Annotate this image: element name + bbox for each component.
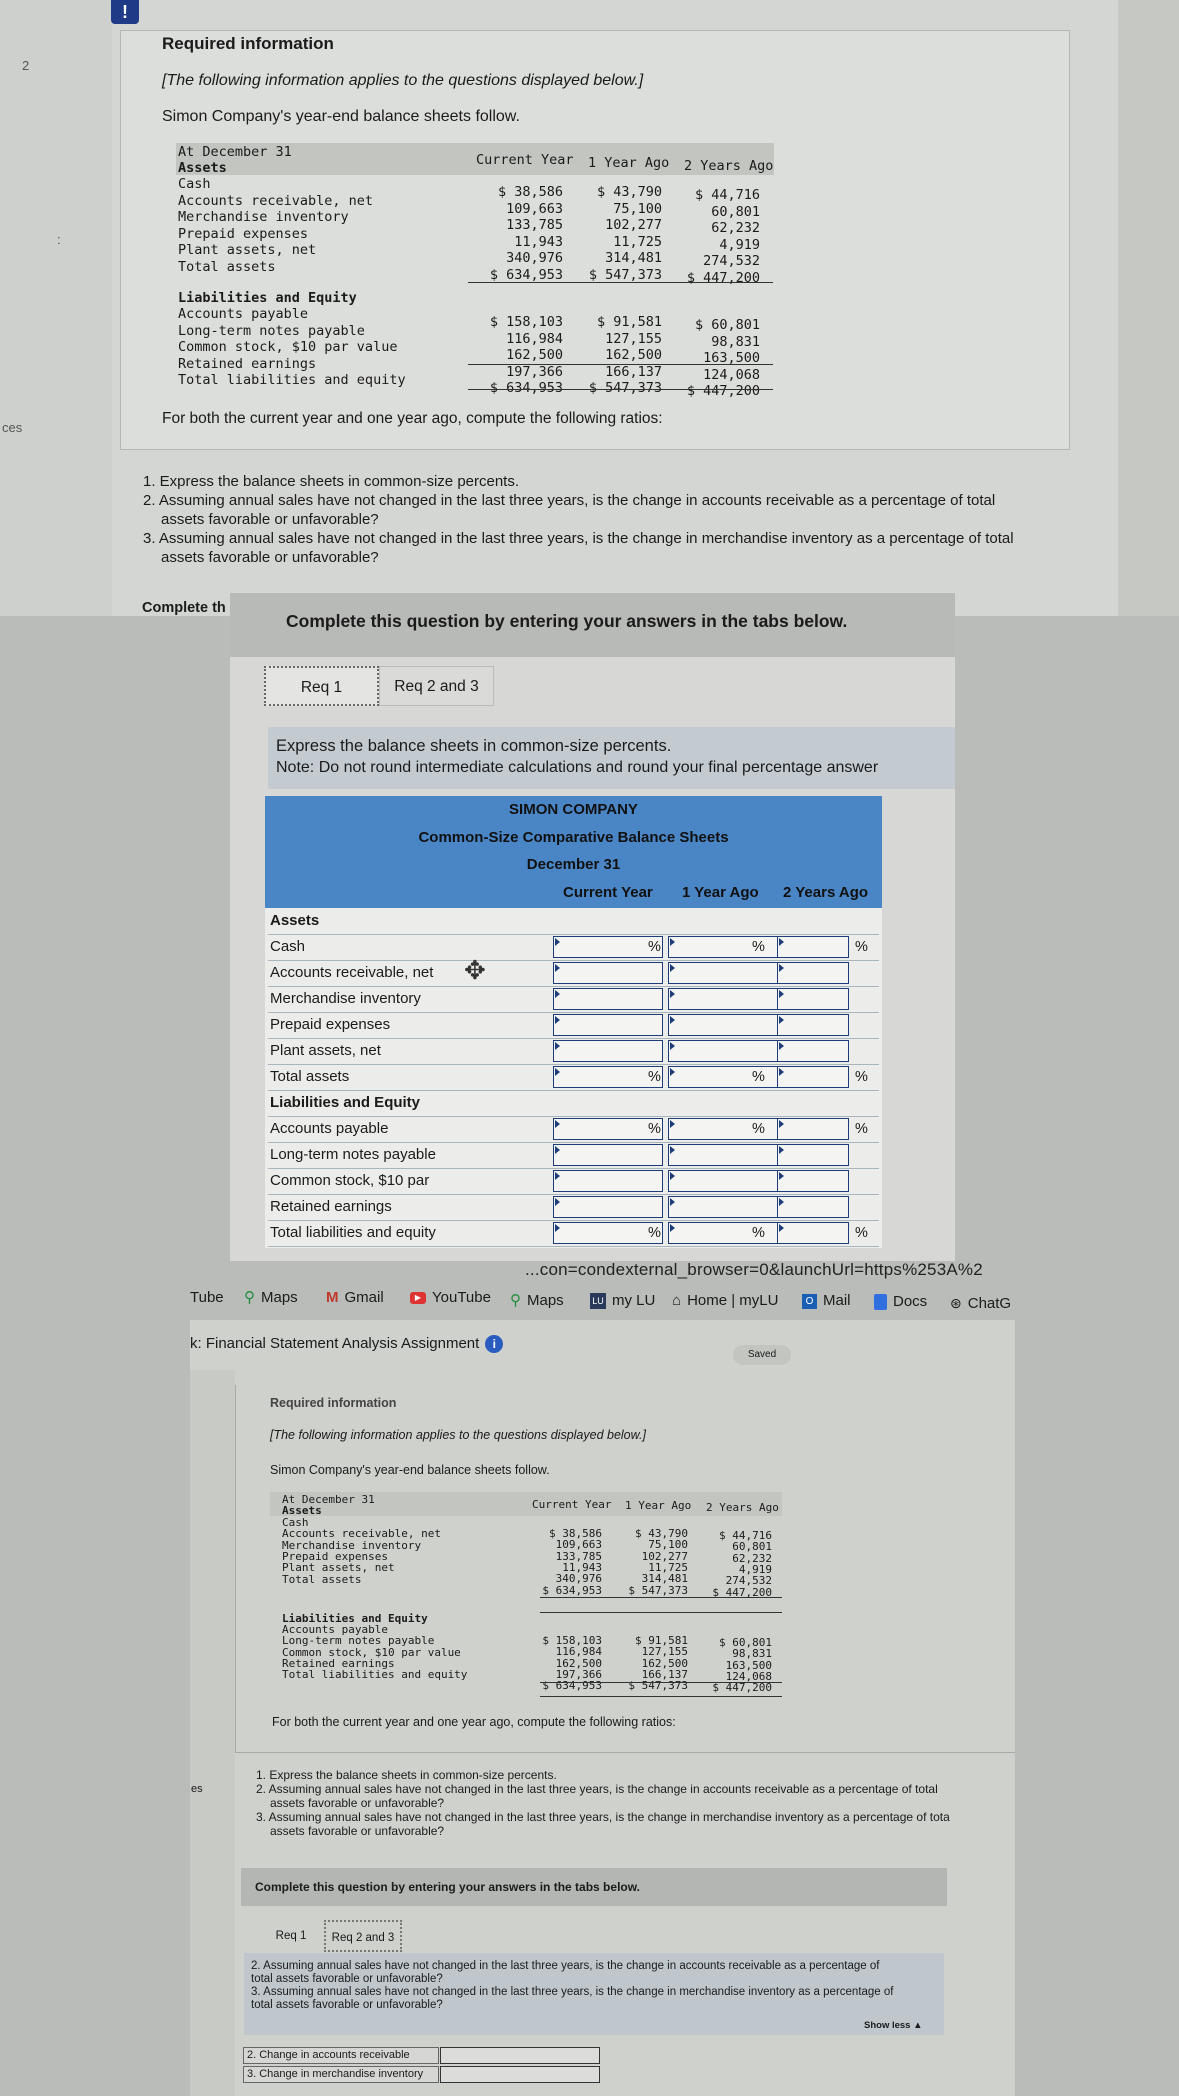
bs-value: 197,366 (506, 363, 563, 380)
bs-value: 133,785 (555, 1549, 602, 1563)
q2-line: 2. Assuming annual sales have not changed in the last three years, is the change in accounts receivable as a percentage of (251, 1960, 880, 1972)
bs2-rule (540, 1597, 782, 1598)
bs-date-label: At December 31 (178, 144, 292, 160)
complete-label-cut: Complete th (142, 600, 226, 616)
bs-value: $ 60,801 (719, 1636, 772, 1649)
percent-input[interactable] (777, 1196, 849, 1218)
percent-input[interactable] (553, 1196, 663, 1218)
bs-value: $ 158,103 (542, 1634, 602, 1647)
bs-value: 274,532 (703, 253, 760, 269)
bs-assets-heading: Assets (178, 160, 227, 176)
ratios-prompt: For both the current year and one year ago, compute the following ratios: (162, 410, 663, 427)
task-1: 1. Express the balance sheets in common-size percents. (143, 473, 520, 490)
bookmarks-bar (190, 1284, 1179, 1320)
grid-col-2y: 2 Years Ago (783, 884, 869, 901)
right-margin (1118, 0, 1179, 616)
bs-row-label: Cash (178, 176, 211, 192)
percent-symbol: % (648, 1121, 661, 1137)
grid-section-heading: Liabilities and Equity (270, 1094, 421, 1111)
gutter-mark: : (57, 232, 61, 247)
grid-row-label: Accounts payable (270, 1120, 389, 1137)
bs-value: 314,481 (605, 250, 662, 266)
task-list (143, 473, 1014, 568)
bs-row-label: Total liabilities and equity (178, 372, 406, 388)
percent-input[interactable] (553, 1014, 663, 1036)
percent-symbol: % (752, 1225, 765, 1241)
percent-symbol: % (855, 1121, 868, 1137)
bs-value: 109,663 (555, 1538, 602, 1552)
bs-value: 11,943 (514, 233, 563, 250)
bookmark-gmail[interactable]: M Gmail (326, 1284, 384, 1312)
bs-rule (468, 364, 773, 365)
task2-2-cont: assets favorable or unfavorable? (270, 1796, 445, 1810)
grid-col-1y: 1 Year Ago (682, 884, 759, 901)
percent-input[interactable] (777, 1144, 849, 1166)
tabs-header-2: Complete this question by entering your answers in the tabs below. (241, 1868, 947, 1906)
grid-row-label: Cash (270, 938, 306, 955)
bs-row-label: Accounts receivable, net (282, 1527, 441, 1541)
bs-value: 127,155 (605, 330, 662, 347)
percent-symbol: % (648, 939, 661, 955)
grid-title: Common-Size Comparative Balance Sheets (265, 824, 882, 852)
bs-value: 162,500 (506, 347, 563, 363)
answer-select-inventory[interactable] (440, 2066, 600, 2083)
bs-value: 11,725 (613, 233, 662, 250)
bs-row-label: Cash (282, 1516, 309, 1529)
bs-row-label: Retained earnings (282, 1656, 395, 1670)
task-3: 3. Assuming annual sales have not changed in the last three years, is the change in merchandise inventory as a percentage of total (143, 530, 1014, 547)
bs-row-label: Common stock, $10 par value (282, 1645, 461, 1659)
bs2-col-current: Current Year (532, 1498, 612, 1511)
grid-row-label: Retained earnings (270, 1198, 392, 1215)
bs-value: 162,500 (641, 1656, 688, 1670)
percent-symbol: % (855, 1069, 868, 1085)
grid-row-line (268, 1012, 879, 1013)
bs-value: 166,137 (641, 1667, 688, 1681)
bs-value: 4,919 (738, 1562, 772, 1576)
bs-value: 116,984 (555, 1645, 602, 1659)
bs-row-label: Plant assets, net (178, 242, 317, 258)
grid-row-line (268, 1090, 879, 1091)
percent-symbol: % (855, 1225, 868, 1241)
grid-row-label: Prepaid expenses (270, 1016, 391, 1033)
tab-req-1[interactable]: Req 1 (264, 666, 379, 706)
task-2-cont: assets favorable or unfavorable? (161, 511, 379, 528)
bs-value: 124,068 (703, 366, 760, 383)
bookmark-maps[interactable]: ⚲ Maps (244, 1284, 298, 1312)
bs-value: $ 547,373 (628, 1679, 688, 1693)
bs-row-label: Long-term notes payable (282, 1634, 435, 1648)
bs-value: $ 44,716 (694, 187, 760, 203)
task-3-cont: assets favorable or unfavorable? (161, 549, 379, 566)
percent-input[interactable] (777, 936, 849, 958)
grid-row-line (268, 1142, 879, 1143)
bs-value: 109,663 (506, 200, 563, 217)
bs2-rule (540, 1682, 782, 1683)
grid-company: SIMON COMPANY (265, 796, 882, 824)
task2-3: 3. Assuming annual sales have not changed in the last three years, is the change in merchandise inventory as a percentage of tota (256, 1810, 950, 1824)
grid-row-line (268, 1246, 879, 1247)
task2-1: 1. Express the balance sheets in common-size percents. (256, 1768, 557, 1782)
bs-value: 60,801 (711, 203, 760, 220)
percent-symbol: % (855, 939, 868, 955)
gmail-icon: M (326, 1289, 339, 1306)
percent-input[interactable] (553, 1118, 663, 1140)
bs-value: 340,976 (506, 250, 563, 266)
grid-row-label: Common stock, $10 par (270, 1172, 430, 1189)
map-pin-icon: ⚲ (244, 1289, 255, 1306)
grid-row-line (268, 934, 879, 935)
percent-symbol: % (752, 1121, 765, 1137)
bs-value: 11,725 (648, 1560, 688, 1574)
bs-row-label: Accounts payable (282, 1623, 388, 1636)
grid-row-label: Long-term notes payable (270, 1146, 436, 1163)
bookmark-chatgpt[interactable]: ⊛ ChatG (950, 1289, 1011, 1318)
bs-value: $ 91,581 (596, 314, 662, 330)
bs-value: 98,831 (732, 1647, 772, 1661)
bs-value: $ 447,200 (686, 383, 760, 399)
bs-row-label: Prepaid expenses (178, 225, 309, 242)
map-pin-icon: ⚲ (510, 1292, 521, 1309)
bs-value: 102,277 (605, 217, 662, 233)
ratios-prompt-2: For both the current year and one year ago, compute the following ratios: (272, 1715, 676, 1729)
bs-value: 340,976 (555, 1572, 602, 1586)
bs2-date-label: At December 31 (282, 1493, 375, 1506)
percent-input[interactable] (668, 962, 778, 984)
grid-row-label: Merchandise inventory (270, 990, 421, 1007)
bs-value: $ 38,586 (549, 1527, 602, 1540)
q3-line: total assets favorable or unfavorable? (251, 1999, 443, 2011)
info-note-2: [The following information applies to the questions displayed below.] (270, 1428, 646, 1442)
gutter-label: ces (2, 420, 23, 435)
bookmark-youtube-partial[interactable]: Tube (190, 1289, 224, 1306)
url-fragment[interactable]: ...con=condexternal_browser=0&launchUrl=https%253A%2 (525, 1260, 983, 1279)
mail-icon: O (802, 1294, 817, 1309)
bs-liab-heading: Liabilities and Equity (282, 1611, 428, 1625)
bs2-col-1y: 1 Year Ago (625, 1499, 692, 1512)
percent-input[interactable] (553, 988, 663, 1010)
grid-row-line (268, 1168, 879, 1169)
bookmark-mail[interactable]: O Mail (802, 1287, 851, 1315)
bs2-rule (540, 1612, 782, 1613)
bs-value: 124,068 (725, 1669, 772, 1683)
move-cursor-icon: ✥ (464, 955, 486, 985)
bs2-rule (540, 1696, 782, 1697)
bs-value: 133,785 (506, 217, 563, 233)
bs-row-label: Total assets (282, 1572, 362, 1586)
show-less-button[interactable]: Show less ▲ (864, 2020, 923, 2031)
bs-col-2y: 2 Years Ago (684, 158, 774, 174)
bs-row-label: Merchandise inventory (282, 1538, 422, 1552)
chatgpt-icon: ⊛ (950, 1295, 962, 1311)
bs-value: 162,500 (605, 347, 662, 363)
percent-input[interactable] (668, 1196, 778, 1218)
bookmark-home-mylu[interactable]: ⌂ Home | myLU (672, 1287, 778, 1315)
percent-symbol: % (752, 939, 765, 955)
percent-input[interactable] (553, 936, 663, 958)
bs-value: $ 91,581 (635, 1634, 688, 1647)
bs-value: $ 38,586 (497, 184, 563, 200)
q3-line: 3. Assuming annual sales have not changed in the last three years, is the change in merchandise inventory as a percentage of (251, 1986, 894, 1998)
bookmark-youtube[interactable]: ▶ YouTube (410, 1284, 491, 1312)
percent-input[interactable] (553, 1170, 663, 1192)
bs-value: 162,500 (555, 1656, 602, 1670)
bs-row-label: Common stock, $10 par value (178, 339, 398, 355)
bookmark-maps-2[interactable]: ⚲ Maps (510, 1287, 564, 1315)
percent-input[interactable] (777, 1066, 849, 1088)
youtube-icon: ▶ (410, 1292, 426, 1304)
bs-liab-heading: Liabilities and Equity (178, 289, 357, 306)
bs-value: $ 447,200 (712, 1585, 772, 1599)
bs-row-label: Total liabilities and equity (282, 1668, 468, 1682)
percent-input[interactable] (553, 962, 663, 984)
bs-value: 314,481 (641, 1572, 688, 1586)
bs-value: 75,100 (648, 1538, 688, 1552)
bs-col-current: Current Year (476, 152, 574, 168)
percent-symbol: % (752, 1069, 765, 1085)
intro-text-2: Simon Company's year-end balance sheets follow. (270, 1463, 550, 1477)
bs-row-label: Accounts receivable, net (178, 192, 374, 209)
bs-value: $ 44,716 (719, 1529, 772, 1542)
grid-row-line (268, 1064, 879, 1065)
bs-value: 11,943 (562, 1560, 602, 1574)
bs-value: $ 547,373 (628, 1583, 688, 1597)
bs-value: $ 634,953 (542, 1679, 602, 1693)
bs-value: $ 447,200 (712, 1681, 772, 1695)
task-2: 2. Assuming annual sales have not changed in the last three years, is the change in accounts receivable as a percentage of total (143, 492, 996, 509)
bs-value: 4,919 (719, 236, 760, 253)
bs-row-label: Long-term notes payable (178, 322, 365, 339)
percent-input[interactable] (553, 1144, 663, 1166)
bs-col-1y: 1 Year Ago (588, 155, 670, 171)
info-note: [The following information applies to the questions displayed below.] (162, 72, 644, 89)
grid-row-line (268, 1116, 879, 1117)
bs-value: 98,831 (711, 333, 760, 350)
bs-value: 62,232 (732, 1551, 772, 1565)
percent-input[interactable] (553, 1040, 663, 1062)
bs-value: 102,277 (641, 1549, 688, 1563)
bs-value: 60,801 (732, 1540, 772, 1554)
mylu-icon: LU (590, 1293, 606, 1309)
grid-row-line (268, 1220, 879, 1221)
bs-value: $ 43,790 (635, 1527, 688, 1540)
grid-row-line (268, 960, 879, 961)
grid-row-label: Total liabilities and equity (270, 1224, 436, 1241)
intro-text: Simon Company's year-end balance sheets follow. (162, 108, 520, 125)
grid-col-current: Current Year (563, 884, 653, 901)
gutter-label-2: es (191, 1783, 203, 1795)
gutter-number: 2 (22, 58, 30, 73)
grid-row-label: Plant assets, net (270, 1042, 381, 1059)
bookmark-mylu[interactable]: LU my LU (590, 1287, 655, 1315)
answer-select-ar[interactable] (440, 2047, 600, 2064)
bs-value: $ 547,373 (588, 266, 662, 283)
rounding-note: Note: Do not round intermediate calculations and round your final percentage answer (276, 759, 879, 776)
bs-value: 197,366 (555, 1667, 602, 1681)
grid-row-line (268, 1038, 879, 1039)
percent-input[interactable] (668, 988, 778, 1010)
grid-row-line (268, 1194, 879, 1195)
percent-input[interactable] (553, 1066, 663, 1088)
percent-input[interactable] (777, 988, 849, 1010)
bs-value: 62,232 (711, 220, 760, 236)
percent-input[interactable] (777, 1118, 849, 1140)
task-list-2 (256, 1768, 950, 1838)
tab2-req-1[interactable]: Req 1 (275, 1930, 307, 1942)
required-info-title-2: Required information (270, 1396, 397, 1410)
bs-value: $ 634,953 (489, 380, 563, 396)
percent-input[interactable] (777, 1014, 849, 1036)
required-info-title: Required information (162, 34, 334, 53)
bs-value: $ 60,801 (694, 317, 760, 333)
bs-value: 163,500 (725, 1658, 772, 1672)
bs-row-label: Prepaid expenses (282, 1549, 388, 1563)
bs2-col-2y: 2 Years Ago (706, 1501, 779, 1514)
bs-row-label: Accounts payable (178, 306, 309, 322)
bs2-assets-heading: Assets (282, 1504, 322, 1517)
bs-value: $ 547,373 (588, 380, 662, 396)
task2-3-cont: assets favorable or unfavorable? (270, 1824, 445, 1838)
info-icon[interactable]: i (485, 1335, 503, 1353)
home-icon: ⌂ (672, 1292, 682, 1309)
bs-value: $ 43,790 (596, 184, 662, 200)
tab2-req-2-and-3[interactable]: Req 2 and 3 (324, 1920, 402, 1952)
bs-value: $ 158,103 (489, 314, 563, 330)
bs-value: $ 447,200 (686, 269, 760, 286)
bs-value: $ 634,953 (542, 1583, 602, 1597)
lower-left-gutter (190, 1370, 235, 2096)
instruction-text: Express the balance sheets in common-size percents. (276, 737, 672, 755)
q2-line: total assets favorable or unfavorable? (251, 1973, 443, 1985)
bs-row-label: Merchandise inventory (178, 209, 349, 225)
percent-input[interactable] (668, 1014, 778, 1036)
assignment-title: k: Financial Statement Analysis Assignment i (190, 1335, 503, 1353)
bs-row-label: Total assets (178, 258, 276, 275)
left-gutter (0, 0, 112, 616)
grid-date: December 31 (265, 852, 882, 878)
task2-2: 2. Assuming annual sales have not changed in the last three years, is the change in accounts receivable as a percentage of total (256, 1782, 938, 1796)
docs-icon (874, 1294, 887, 1310)
grid-section-heading: Assets (270, 912, 320, 929)
grid-row-label: Total assets (270, 1068, 350, 1085)
bs-value: 116,984 (506, 330, 563, 347)
bs-value: $ 634,953 (489, 266, 563, 283)
tabs-header: Complete this question by entering your answers in the tabs below. (230, 593, 955, 657)
percent-symbol: % (648, 1225, 661, 1241)
percent-input[interactable] (668, 1040, 778, 1062)
percent-input[interactable] (668, 1170, 778, 1192)
bs-rule (468, 389, 773, 390)
bs-row-label: Retained earnings (178, 355, 317, 372)
bs-rule (468, 282, 773, 283)
grid-row-line (268, 986, 879, 987)
bs-value: 75,100 (613, 200, 662, 217)
percent-input[interactable] (668, 1144, 778, 1166)
percent-input[interactable] (777, 1040, 849, 1062)
bs-value: 163,500 (703, 350, 760, 366)
bs-value: 166,137 (605, 363, 662, 380)
percent-input[interactable] (553, 1222, 663, 1244)
grid-row-label: Accounts receivable, net (270, 964, 434, 981)
grid-col-header-row (265, 878, 882, 908)
bs-row-label: Plant assets, net (282, 1561, 395, 1575)
percent-input[interactable] (777, 1222, 849, 1244)
saved-badge: Saved (733, 1345, 791, 1365)
percent-symbol: % (648, 1069, 661, 1085)
answer-label-inventory: 3. Change in merchandise inventory (243, 2066, 439, 2083)
bs-value: 127,155 (641, 1645, 688, 1659)
bs-value: 274,532 (725, 1574, 772, 1588)
tab-req-2-and-3[interactable]: Req 2 and 3 (379, 666, 494, 706)
percent-input[interactable] (777, 1170, 849, 1192)
percent-input[interactable] (777, 962, 849, 984)
bookmark-docs[interactable]: Docs (874, 1288, 927, 1316)
alert-icon[interactable]: ! (111, 0, 139, 24)
answer-label-ar: 2. Change in accounts receivable (243, 2047, 439, 2064)
question-text (251, 1960, 941, 2012)
